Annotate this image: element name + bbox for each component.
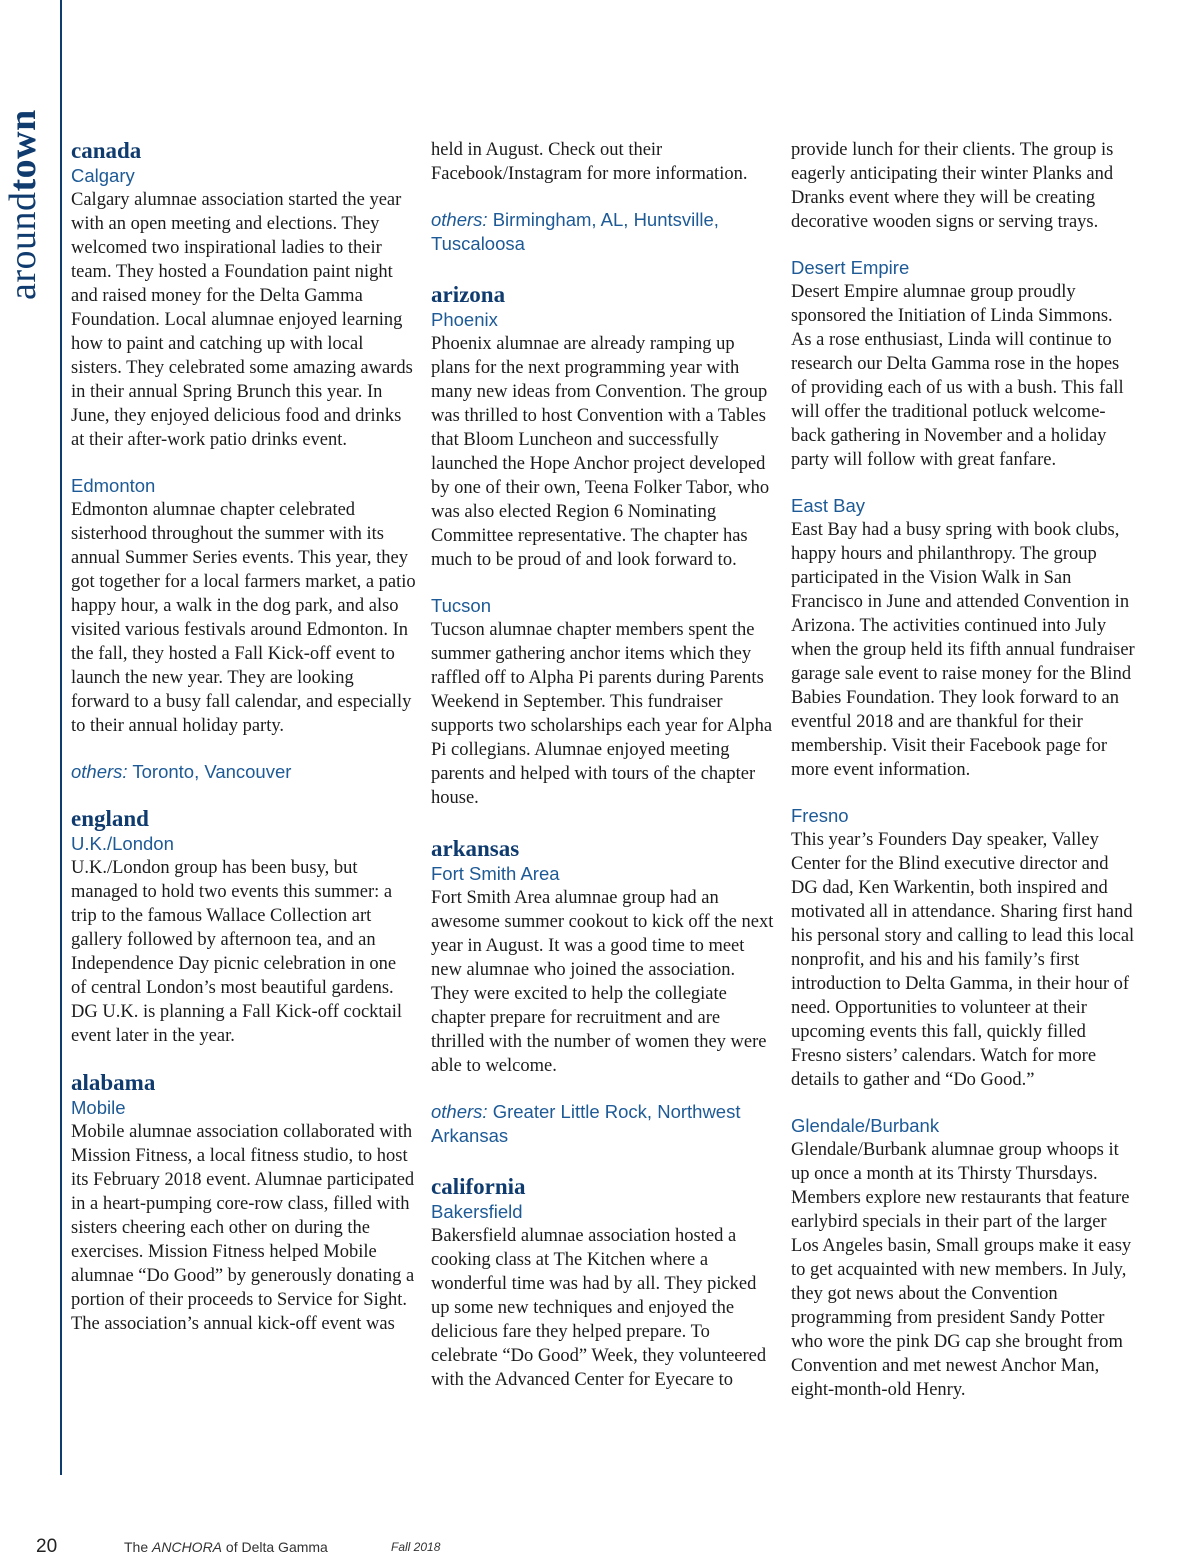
others-label: others: — [431, 209, 488, 230]
subheading-bakersfield: Bakersfield — [431, 1201, 523, 1222]
section-title — [4, 109, 42, 300]
paragraph-tucson: Tucson alumnae chapter members spent the summer gathering anchor items which they raffled off to Alpha Pi parents during Parents Weekend in September. This fundraiser supports two scholarships each year for Alpha Pi collegians. Alumnae enjoyed meeting parents and helped with tours of the chapter house. — [431, 620, 773, 808]
column-2 — [431, 138, 776, 1392]
heading-california: california — [431, 1174, 526, 1199]
subheading-east-bay: East Bay — [791, 495, 866, 516]
publication-name — [124, 1539, 328, 1555]
paragraph-east-bay: East Bay had a busy spring with book clubs, happy hours and philanthropy. The group participated in the Vision Walk in San Francisco in June and attended Convention in Arizona. The activities continued into July when the group held its fifth annual fundraiser garage sale event to raise money for the Blind Babies Foundation. They look forward to an eventful 2018 and are thankful for their membership. Visit their Facebook page for more event information. — [791, 520, 1135, 780]
others-arkansas — [431, 1100, 776, 1148]
section-title-light: around — [2, 191, 44, 300]
heading-arizona: arizona — [431, 282, 506, 307]
paragraph-phoenix: Phoenix alumnae are already ramping up plans for the next programming year with many new ideas from Convention. The group was thrilled to host Convention with a Tables that Bloom Luncheon and successfully launched the Hope Anchor project developed by one of their own, Teena Folker Tabor, who was also elected Region 6 Nominating Committee representative. The chapter has much to be proud of and look forward to. — [431, 334, 770, 570]
subheading-edmonton: Edmonton — [71, 475, 156, 496]
subheading-tucson: Tucson — [431, 595, 491, 616]
paragraph-bakersfield-cont: provide lunch for their clients. The group is eagerly anticipating their winter Planks and Dranks event where they will be creating decorative wooden signs or serving trays. — [791, 140, 1114, 232]
others-label: others: — [431, 1101, 488, 1122]
subheading-london: U.K./London — [71, 833, 174, 854]
paragraph-edmonton: Edmonton alumnae chapter celebrated sisterhood throughout the summer with its annual Summer Series events. This year, they got together for a local farmers market, a patio happy hour, a walk in the dog park, and also visited various festivals around Edmonton. In the fall, they hosted a Fall Kick-off event to launch the new year. They are looking forward to a busy fall calendar, and especially to their annual holiday party. — [71, 500, 416, 736]
column-3 — [791, 138, 1136, 1402]
paragraph-mobile-cont: held in August. Check out their Facebook/Instagram for more information. — [431, 140, 748, 184]
section-title-bold: town — [2, 109, 44, 192]
heading-arkansas: arkansas — [431, 836, 520, 861]
subheading-mobile: Mobile — [71, 1097, 126, 1118]
issue-season: Fall 2018 — [391, 1540, 441, 1554]
heading-canada: canada — [71, 138, 142, 163]
paragraph-fort-smith: Fort Smith Area alumnae group had an awesome summer cookout to kick off the next year in August. It was a good time to meet new alumnae who joined the association. They were excited to help the collegiate chapter prepare for recruitment and are thrilled with the number of women they were able to welcome. — [431, 888, 774, 1076]
publication-post: of Delta Gamma — [222, 1539, 328, 1555]
subheading-glendale-burbank: Glendale/Burbank — [791, 1115, 940, 1136]
others-list: Greater Little Rock, Northwest Arkansas — [431, 1101, 741, 1146]
heading-alabama: alabama — [71, 1070, 156, 1095]
paragraph-fresno: This year’s Founders Day speaker, Valley Center for the Blind executive director and DG dad, Ken Warkentin, both inspired and motivated all in attendance. Sharing first hand his personal story and calling to lead this local nonprofit, and his and his family’s first introduction to Delta Gamma, in their hour of need. Opportunities to volunteer at their upcoming events this fall, quickly filled Fresno sisters’ calendars. Watch for more details to gather and “Do Good.” — [791, 830, 1135, 1090]
heading-england: england — [71, 806, 149, 831]
others-canada — [71, 760, 416, 784]
paragraph-desert-empire: Desert Empire alumnae group proudly sponsored the Initiation of Linda Simmons. As a rose enthusiast, Linda will continue to research our Delta Gamma rose in the hopes of providing each of us with a bush. This fall will offer the traditional potluck welcome-back gathering in November and a holiday party will follow with great fanfare. — [791, 282, 1124, 470]
page-number: 20 — [36, 1536, 58, 1557]
subheading-calgary: Calgary — [71, 165, 135, 186]
margin-rule — [60, 0, 62, 1475]
paragraph-london: U.K./London group has been busy, but managed to hold two events this summer: a trip to the famous Wallace Collection art gallery followed by afternoon tea, and an Independence Day picnic celebration in one of central London’s most beautiful gardens. DG U.K. is planning a Fall Kick-off cocktail event later in the year. — [71, 858, 403, 1046]
subheading-fort-smith: Fort Smith Area — [431, 863, 560, 884]
others-list: Toronto, Vancouver — [127, 761, 292, 782]
subheading-fresno: Fresno — [791, 805, 849, 826]
others-label: others: — [71, 761, 128, 782]
others-alabama — [431, 208, 776, 256]
column-1 — [71, 138, 416, 1336]
subheading-phoenix: Phoenix — [431, 309, 498, 330]
paragraph-bakersfield: Bakersfield alumnae association hosted a cooking class at The Kitchen where a wonderful time was had by all. They picked up some new techniques and enjoyed the delicious fare they helped prepare. To celebrate “Do Good” Week, they volunteered with the Advanced Center for Eyecare to — [431, 1226, 767, 1390]
subheading-desert-empire: Desert Empire — [791, 257, 910, 278]
paragraph-calgary: Calgary alumnae association started the year with an open meeting and elections. They welcomed two inspirational ladies to their team. They hosted a Foundation paint night and raised money for the Delta Gamma Foundation. Local alumnae enjoyed learning how to paint and catching up with local sisters. They celebrated some amazing awards in their annual Spring Brunch this year. In June, they enjoyed delicious food and drinks at their after-work patio drinks event. — [71, 190, 413, 450]
paragraph-glendale-burbank: Glendale/Burbank alumnae group whoops it up once a month at its Thirsty Thursdays. Members explore new restaurants that feature earlybird specials in their part of the larger Los Angeles basin, Small groups make it easy to get acquainted with new members. In July, they got news about the Convention programming from president Sandy Potter who wore the pink DG cap she brought from Convention and met newest Anchor Man, eight-month-old Henry. — [791, 1140, 1132, 1400]
publication-pre: The — [124, 1539, 153, 1555]
page-footer — [0, 1536, 1200, 1558]
others-list: Birmingham, AL, Huntsville, Tuscaloosa — [431, 209, 719, 254]
paragraph-mobile: Mobile alumnae association collaborated with Mission Fitness, a local fitness studio, to host its February 2018 event. Alumnae participated in a heart-pumping core-row class, filled with sisters cheering each other on during the exercises. Mission Fitness helped Mobile alumnae “Do Good” by generously donating a portion of their proceeds to Service for Sight. The association’s annual kick-off event was — [71, 1122, 415, 1334]
publication-title: ANCHORA — [152, 1539, 223, 1555]
